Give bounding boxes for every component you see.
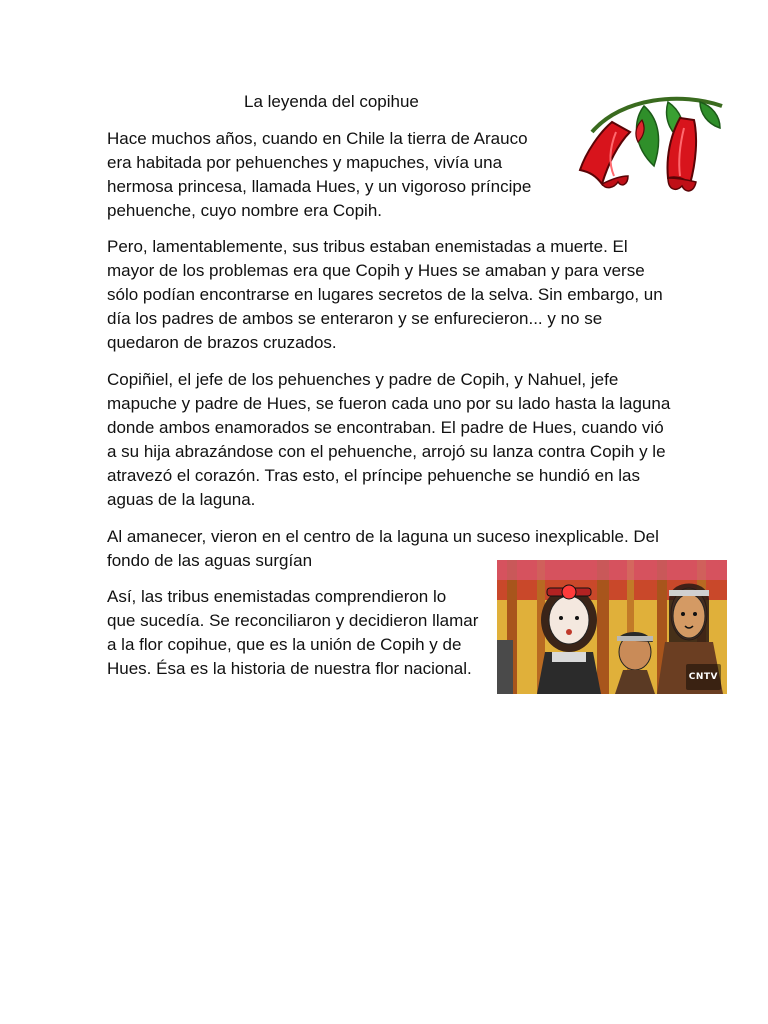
cntv-logo: CNTV — [686, 664, 721, 690]
document-title: La leyenda del copihue — [244, 92, 419, 111]
paragraph-1: Hace muchos años, cuando en Chile la tierra de Arauco era habitada por pehuenches y mapuches, vivía una hermosa princesa, llamada Hues, y un vigoroso príncipe pehuenche, cuyo nombre era Copih. — [107, 129, 532, 220]
paragraph-4: Al amanecer, vieron en el centro de la laguna un suceso inexplicable. Del fondo de las aguas surgían — [107, 527, 659, 570]
paragraph-5: Así, las tribus enemistadas comprendieron lo que sucedía. Se reconciliaron y decidieron llamar a la flor copihue, que es la unión de Copih y de Hues. Ésa es la historia de nuestra flor nacional. — [107, 587, 479, 678]
copihue-flower-icon — [572, 92, 728, 200]
cartoon-characters-image — [497, 560, 727, 694]
paragraph-3: Copiñiel, el jefe de los pehuenches y padre de Copih, y Nahuel, jefe mapuche y padre de Hues, se fueron cada uno por su lado hasta la laguna donde ambos enamorados se encontraban. El padre de Hues, cuando vió a su hija abrazándose con el pehuenche, arrojó su lanza contra Copih y le atravezó el corazón. Tras esto, el príncipe pehuenche se hundió en las aguas de la laguna. — [107, 370, 671, 509]
paragraph-2: Pero, lamentablemente, sus tribus estaban enemistadas a muerte. El mayor de los problemas era que Copih y Hues se amaban y para verse sólo podían encontrarse en lugares secretos de la selva. Sin embargo, un día los padres de ambos se enteraron y se enfurecieron... y no se quedaron de brazos cruzados. — [107, 237, 663, 352]
